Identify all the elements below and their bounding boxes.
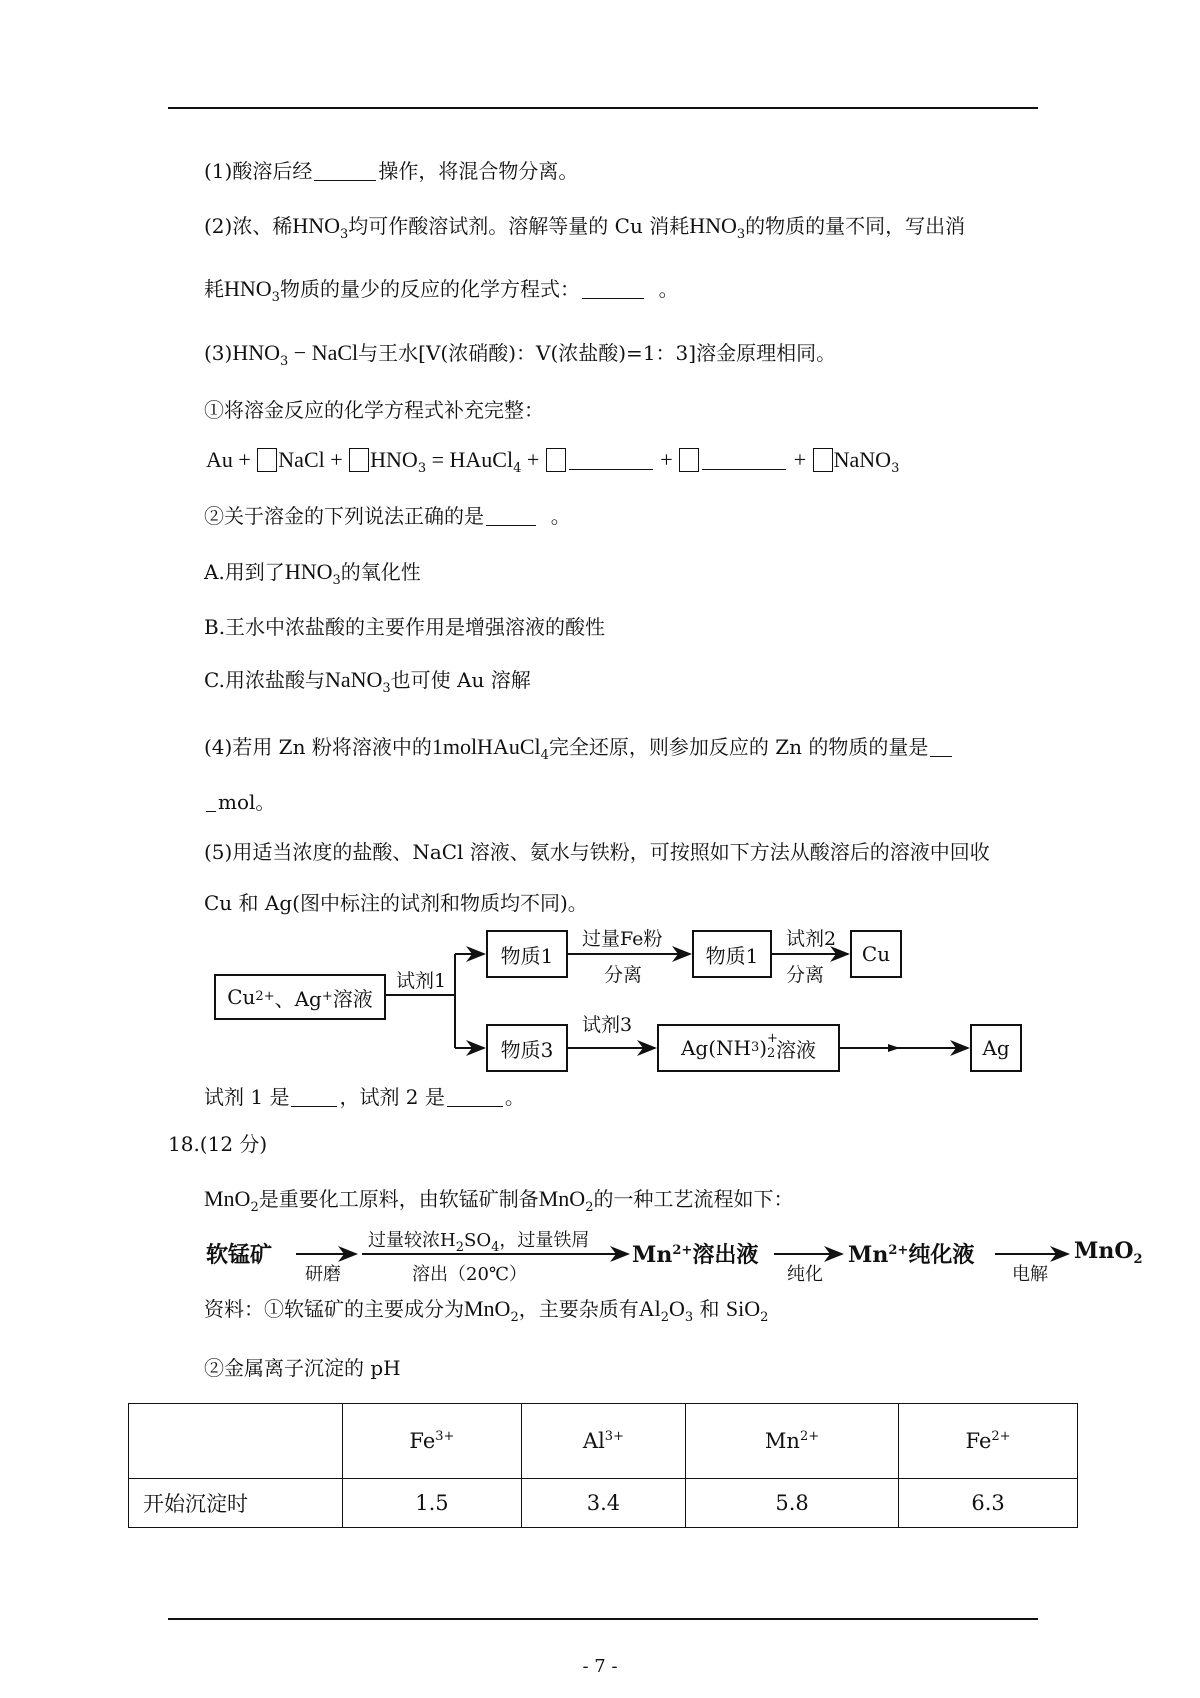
table-header-cell <box>343 1404 522 1479</box>
flow-text: MnO <box>1074 1238 1134 1264</box>
ag-complex: Ag(NH <box>680 1036 751 1060</box>
superscript: 2+ <box>888 1243 909 1258</box>
flow-text: 纯化液 <box>908 1242 975 1268</box>
formula-haucl4: = HAuCl <box>426 447 514 472</box>
table-header-row <box>129 1404 1078 1479</box>
option-b-text: B.王水中浓盐酸的主要作用是增强溶液的酸性 <box>204 615 606 639</box>
q2-text: 均可作酸溶试剂。溶解等量的 Cu 消耗 <box>348 214 690 238</box>
table-cell: 1.5 <box>343 1479 522 1528</box>
ion-symbol: Al <box>582 1429 605 1453</box>
q18-text: 是重要化工原料，由软锰矿制备 <box>258 1187 539 1211</box>
superscript: 2+ <box>672 1243 693 1258</box>
q3-text: 与王水[V(浓硝酸)：V(浓盐酸)=1：3]溶金原理相同。 <box>358 341 837 365</box>
q4-text: 完全还原，则参加反应的 Zn 的物质的量是 <box>548 735 929 759</box>
plus-sign: + <box>654 447 679 472</box>
subscript: 3 <box>340 227 349 242</box>
q18-text: 的一种工艺流程如下： <box>593 1187 794 1211</box>
table-cell: 6.3 <box>899 1479 1078 1528</box>
option-a-text: A.用到了 <box>204 560 285 584</box>
formula-nano3: NaNO <box>324 667 383 692</box>
superscript: 3+ <box>435 1429 455 1444</box>
q2-text: 耗 <box>204 277 224 301</box>
reagent-1-label: 试剂1 <box>396 970 447 992</box>
q5-answer-text: 。 <box>504 1085 525 1109</box>
node-start-solution: Cu 2+ 、Ag + 溶液 <box>214 974 386 1020</box>
info-text: ，主要杂质有 <box>518 1297 639 1321</box>
subscript: 3 <box>280 354 289 369</box>
flow-purify-label: 纯化 <box>787 1264 823 1285</box>
subscript: 3 <box>332 573 341 588</box>
flow-leach-solution <box>632 1238 758 1269</box>
node-substance-3: 物质3 <box>486 1024 568 1072</box>
superscript: 2+ <box>799 1429 820 1444</box>
node-substance-1: 物质1 <box>486 930 568 978</box>
flow-pure-solution <box>848 1238 974 1269</box>
subscript: 2 <box>250 1200 259 1215</box>
subscript: 2 <box>455 1240 464 1255</box>
q4-text: mol。 <box>218 790 276 814</box>
formula-nacl: − NaCl <box>288 340 359 365</box>
flow-ore: 软锰矿 <box>206 1242 273 1268</box>
option-a-text: 的氧化性 <box>340 560 421 584</box>
node-ag-ammonia-solution: Ag(NH 3 ) + 2 溶液 <box>657 1024 840 1072</box>
q3-text: (3) <box>204 341 233 365</box>
subscript: 3 <box>271 290 280 305</box>
formula-hno3: HNO <box>689 213 737 238</box>
flow-text: 过量较浓H <box>368 1230 456 1251</box>
formula-mno2: MnO <box>204 1186 251 1211</box>
formula-hno3: HNO <box>224 276 272 301</box>
info-1 <box>204 1296 769 1325</box>
q2-text: 。 <box>658 277 679 301</box>
option-c-text: C.用浓盐酸与 <box>204 668 325 692</box>
subscript: 3 <box>382 681 391 696</box>
subscript: 3 <box>891 461 900 476</box>
q1-text-pre: (1)酸溶后经 <box>204 159 313 183</box>
ion-charge-stack: + 2 <box>767 1031 778 1061</box>
superscript: 3+ <box>604 1429 624 1444</box>
formula-al2o3: Al <box>638 1296 661 1321</box>
formula-hno3: HNO <box>370 447 418 472</box>
q5-answer-text: 试剂 1 是 <box>204 1085 290 1109</box>
flow-text: Mn <box>632 1242 673 1268</box>
flow-text: Mn <box>848 1242 889 1268</box>
table-corner-cell <box>129 1404 343 1479</box>
q2-text: 物质的量少的反应的化学方程式： <box>279 277 580 301</box>
page-number: - 7 - <box>582 1656 618 1677</box>
flow-leach-condition-label: 溶出（20℃） <box>412 1264 528 1285</box>
table-cell: 3.4 <box>521 1479 685 1528</box>
ag-complex: ) <box>759 1036 768 1060</box>
subscript: 3 <box>736 227 746 242</box>
node-ag: Ag <box>970 1024 1022 1072</box>
subscript: 4 <box>491 1240 500 1255</box>
q3-1-text: ①将溶金反应的化学方程式补充完整： <box>204 398 544 422</box>
q5-text: (5)用适当浓度的盐酸、NaCl 溶液、氨水与铁粉，可按照如下方法从酸溶后的溶液中回收 <box>204 840 990 864</box>
ion-cu: Cu <box>227 985 256 1009</box>
formula-hno3: HNO <box>284 559 333 584</box>
formula-hno3: HNO <box>292 213 341 238</box>
table-header-cell <box>899 1404 1078 1479</box>
excess-fe-label: 过量Fe粉 <box>582 928 663 950</box>
subscript: 3 <box>684 1310 694 1325</box>
precipitation-ph-table <box>128 1403 1078 1528</box>
table-row-label: 开始沉淀时 <box>129 1479 343 1528</box>
q18-title-text: 18.(12 分) <box>168 1132 268 1156</box>
plus-sign: + <box>521 447 545 472</box>
node-cu: Cu <box>850 930 902 978</box>
info-text: 和 <box>699 1297 720 1321</box>
info-text: 资料：①软锰矿的主要成分为 <box>204 1297 464 1321</box>
plus-sign: + <box>788 447 812 472</box>
node-substance-1b: 物质1 <box>692 930 772 978</box>
flow-text: SO <box>463 1230 492 1251</box>
subscript: 2 <box>585 1200 594 1215</box>
separate-label: 分离 <box>604 964 643 986</box>
q2-text: 的物质的量不同，写出消 <box>745 214 966 238</box>
table-header-cell <box>521 1404 685 1479</box>
reagent-3-label: 试剂3 <box>582 1014 633 1036</box>
subscript: 2 <box>760 1310 769 1325</box>
solution-label: 溶液 <box>332 986 373 1011</box>
subscript: 4 <box>513 461 522 476</box>
formula-sio2: SiO <box>725 1296 761 1321</box>
info-text: ②金属离子沉淀的 pH <box>204 1356 401 1380</box>
subscript: 2 <box>660 1310 670 1325</box>
formula-mno2: MnO <box>538 1186 586 1211</box>
flow-text: ，过量铁屑 <box>499 1230 590 1251</box>
flow-product <box>1074 1238 1143 1267</box>
table-cell: 5.8 <box>686 1479 899 1528</box>
ion-symbol: Fe <box>409 1429 436 1453</box>
flow-electrolysis-label: 电解 <box>1012 1264 1048 1285</box>
reagent-2-label: 试剂2 <box>786 928 837 950</box>
q5-answer-text: ，试剂 2 是 <box>339 1085 445 1109</box>
bottom-rule <box>168 1618 1038 1620</box>
formula-nacl: NaCl + <box>278 447 349 472</box>
solution-label: 溶液 <box>776 1037 817 1062</box>
superscript: 2+ <box>991 1429 1011 1444</box>
q4-text: (4)若用 Zn 粉将溶液中的 <box>204 735 432 759</box>
subscript: 2 <box>1133 1252 1143 1267</box>
flow-leach-reagent-label <box>368 1226 590 1255</box>
q3-2-text: 。 <box>550 504 571 528</box>
formula-hno3: HNO <box>232 340 281 365</box>
table-row <box>129 1479 1078 1528</box>
formula-au: Au + <box>206 447 257 472</box>
table-header-cell <box>686 1404 899 1479</box>
subscript: 3 <box>417 461 427 476</box>
subscript: 4 <box>540 748 549 763</box>
ion-symbol: Fe <box>965 1429 992 1453</box>
q2-text: (2)浓、稀 <box>204 214 293 238</box>
formula-nano3: NaNO <box>833 447 892 472</box>
flow-grind-label: 研磨 <box>305 1264 341 1285</box>
flow-text: 溶出液 <box>692 1242 759 1268</box>
subscript: 2 <box>510 1310 519 1325</box>
ion-symbol: Mn <box>764 1429 800 1453</box>
info-2 <box>204 1355 401 1381</box>
ion-ag: 、Ag <box>274 986 322 1011</box>
formula-al2o3: O <box>669 1296 685 1321</box>
q5-text: Cu 和 Ag(图中标注的试剂和物质均不同)。 <box>204 891 588 915</box>
separate-label: 分离 <box>786 964 825 986</box>
formula-haucl4: 1molHAuCl <box>431 734 541 759</box>
q3-2-text: ②关于溶金的下列说法正确的是 <box>204 504 484 528</box>
option-c-text: 也可使 Au 溶解 <box>390 668 531 692</box>
formula-mno2: MnO <box>464 1296 511 1321</box>
q1-text-post: 操作，将混合物分离。 <box>378 159 579 183</box>
